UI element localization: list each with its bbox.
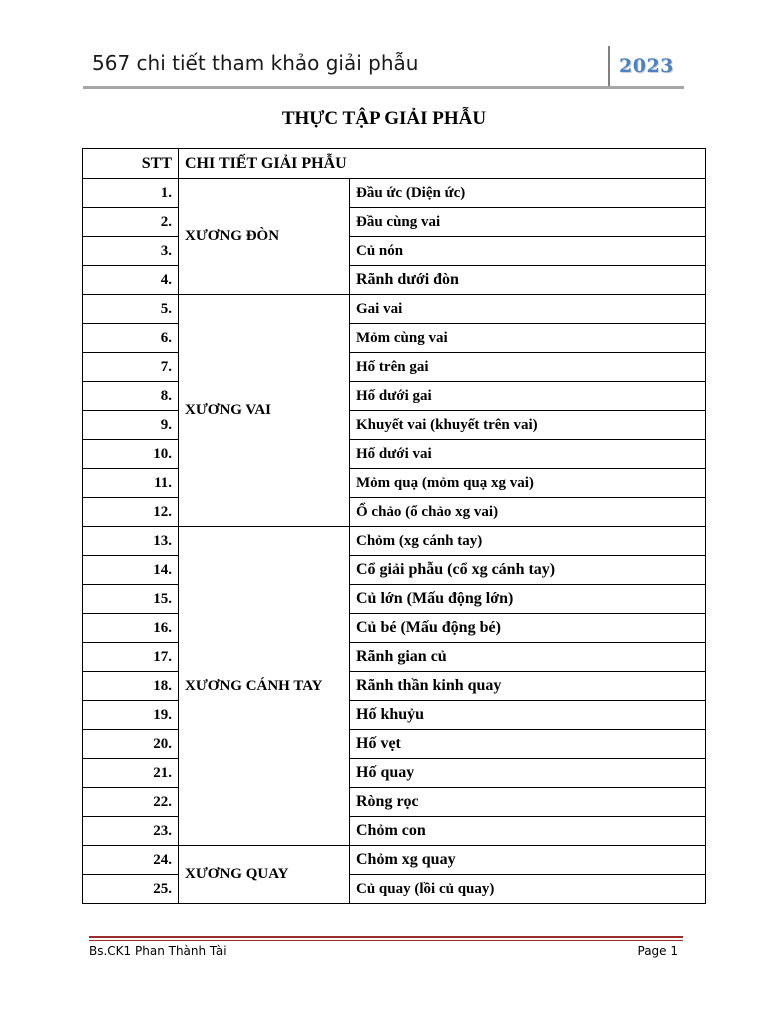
table-row (83, 353, 706, 382)
anatomical-detail: Khuyết vai (khuyết trên vai) (350, 411, 706, 440)
row-number: 7. (83, 353, 179, 382)
bone-name: XƯƠNG QUAY (179, 846, 350, 904)
table-row (83, 440, 706, 469)
row-number: 23. (83, 817, 179, 846)
footer-author: Bs.CK1 Phan Thành Tài (89, 944, 227, 958)
row-number: 12. (83, 498, 179, 527)
anatomical-detail: Củ lớn (Mấu động lớn) (350, 585, 706, 614)
footer-rule (89, 936, 683, 938)
table-row (83, 846, 706, 875)
row-number: 11. (83, 469, 179, 498)
header-rule (83, 86, 684, 89)
table-row (83, 701, 706, 730)
document-title: THỰC TẬP GIẢI PHẪU (281, 108, 487, 129)
table-row (83, 498, 706, 527)
anatomical-detail: Chỏm (xg cánh tay) (350, 527, 706, 556)
table-row (83, 411, 706, 440)
row-number: 18. (83, 672, 179, 701)
anatomical-detail: Ròng rọc (350, 788, 706, 817)
row-number: 8. (83, 382, 179, 411)
row-number: 25. (83, 875, 179, 904)
anatomical-detail: Củ nón (350, 237, 706, 266)
column-header-stt: STT (83, 149, 179, 179)
table-row (83, 237, 706, 266)
table-row (83, 614, 706, 643)
table-row (83, 382, 706, 411)
row-number: 2. (83, 208, 179, 237)
anatomical-detail: Ổ chảo (ổ chảo xg vai) (350, 498, 706, 527)
anatomical-detail: Mỏm cùng vai (350, 324, 706, 353)
anatomical-detail: Cổ giải phẫu (cổ xg cánh tay) (350, 556, 706, 585)
row-number: 14. (83, 556, 179, 585)
table-row (83, 817, 706, 846)
bone-name: XƯƠNG ĐÒN (179, 179, 350, 295)
header-title: 567 chi tiết tham khảo giải phẫu (92, 51, 419, 75)
footer-page-number: Page 1 (637, 944, 678, 958)
row-number: 21. (83, 759, 179, 788)
row-number: 19. (83, 701, 179, 730)
table-row (83, 208, 706, 237)
table-row (83, 324, 706, 353)
anatomical-detail: Chỏm xg quay (350, 846, 706, 875)
row-number: 9. (83, 411, 179, 440)
table-row (83, 179, 706, 208)
anatomical-detail: Hố trên gai (350, 353, 706, 382)
anatomical-detail: Củ quay (lồi củ quay) (350, 875, 706, 904)
table-row (83, 643, 706, 672)
header-year: 2023 (619, 55, 674, 77)
anatomical-detail: Đầu cùng vai (350, 208, 706, 237)
bone-name: XƯƠNG CÁNH TAY (179, 527, 350, 846)
row-number: 20. (83, 730, 179, 759)
anatomical-detail: Hố vẹt (350, 730, 706, 759)
table-row (83, 266, 706, 295)
table-row (83, 672, 706, 701)
table-row (83, 295, 706, 324)
anatomical-detail: Rãnh dưới đòn (350, 266, 706, 295)
anatomical-detail: Đầu ức (Diện ức) (350, 179, 706, 208)
row-number: 6. (83, 324, 179, 353)
table-header-row (83, 149, 706, 179)
footer-rule-thin (89, 940, 683, 941)
anatomical-detail: Củ bé (Mấu động bé) (350, 614, 706, 643)
header-divider (608, 46, 610, 86)
table-row (83, 730, 706, 759)
anatomical-detail: Hố khuỷu (350, 701, 706, 730)
row-number: 3. (83, 237, 179, 266)
row-number: 17. (83, 643, 179, 672)
bone-name: XƯƠNG VAI (179, 295, 350, 527)
row-number: 15. (83, 585, 179, 614)
anatomical-detail: Mỏm quạ (mỏm quạ xg vai) (350, 469, 706, 498)
column-header-detail: CHI TIẾT GIẢI PHẪU (179, 149, 706, 179)
table-row (83, 759, 706, 788)
table-row (83, 469, 706, 498)
anatomical-detail: Rãnh gian củ (350, 643, 706, 672)
row-number: 16. (83, 614, 179, 643)
row-number: 1. (83, 179, 179, 208)
row-number: 5. (83, 295, 179, 324)
anatomical-detail: Hố dưới vai (350, 440, 706, 469)
table-row (83, 556, 706, 585)
row-number: 13. (83, 527, 179, 556)
anatomical-detail: Chỏm con (350, 817, 706, 846)
table-row (83, 875, 706, 904)
anatomical-detail: Hố quay (350, 759, 706, 788)
row-number: 10. (83, 440, 179, 469)
table-row (83, 788, 706, 817)
anatomical-detail: Gai vai (350, 295, 706, 324)
anatomy-table (82, 148, 706, 904)
table-row (83, 585, 706, 614)
row-number: 24. (83, 846, 179, 875)
anatomical-detail: Rãnh thần kinh quay (350, 672, 706, 701)
row-number: 22. (83, 788, 179, 817)
anatomical-detail: Hố dưới gai (350, 382, 706, 411)
row-number: 4. (83, 266, 179, 295)
table-row (83, 527, 706, 556)
